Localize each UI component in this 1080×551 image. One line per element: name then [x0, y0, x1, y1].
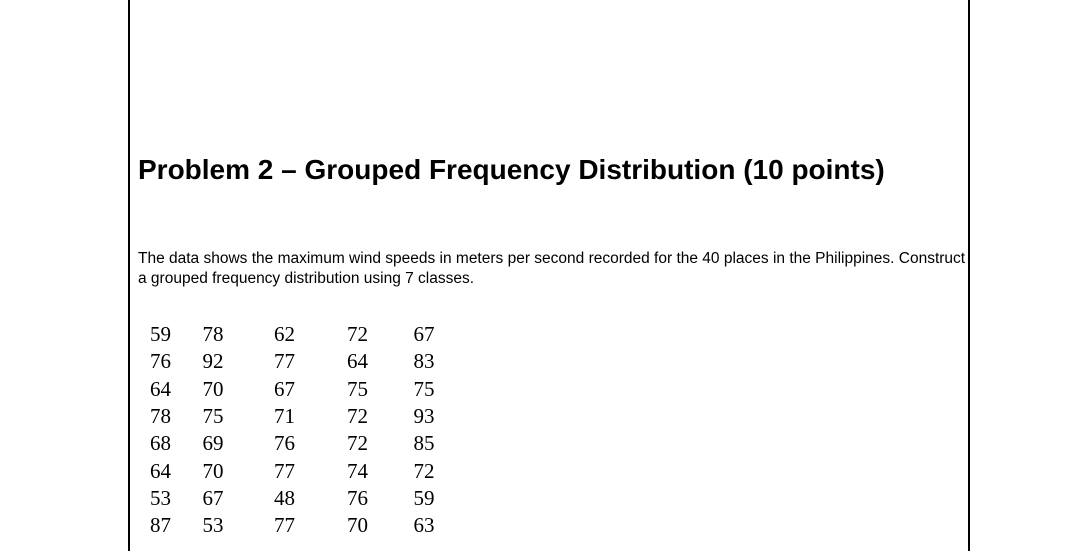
data-cell: 74: [347, 458, 368, 483]
data-cell: 78: [202, 322, 224, 347]
table-row: [138, 512, 459, 539]
data-cell: 53: [150, 485, 171, 510]
data-cell: 72: [347, 431, 368, 456]
data-cell: 68: [150, 431, 171, 456]
data-cell: 75: [202, 404, 224, 429]
data-cell: 76: [150, 349, 171, 374]
data-cell: 59: [150, 322, 171, 347]
data-cell: 70: [202, 458, 224, 483]
data-cell: 87: [150, 513, 171, 538]
data-cell: 72: [347, 322, 368, 347]
data-cell: 64: [150, 376, 171, 401]
data-cell: 64: [150, 458, 171, 483]
data-cell: 76: [274, 431, 295, 456]
data-cell: 67: [202, 485, 224, 510]
table-row: [138, 457, 459, 484]
data-cell: 53: [202, 513, 224, 538]
table-row: [138, 485, 459, 512]
table-row: [138, 348, 459, 375]
data-cell: 77: [274, 513, 295, 538]
data-cell: 75: [413, 376, 435, 401]
data-cell: 69: [202, 431, 224, 456]
data-cell: 64: [347, 349, 368, 374]
data-cell: 77: [274, 349, 295, 374]
data-cell: 63: [413, 513, 435, 538]
document-page: [128, 0, 970, 551]
data-cell: 70: [202, 376, 224, 401]
wind-speed-data-table: [138, 321, 459, 539]
problem-title: Problem 2 – Grouped Frequency Distribution (10 points): [138, 154, 885, 185]
data-cell: 59: [413, 485, 435, 510]
data-cell: 67: [274, 376, 295, 401]
table-row: [138, 430, 459, 457]
data-cell: 71: [274, 404, 295, 429]
data-cell: 83: [413, 349, 435, 374]
data-cell: 48: [274, 485, 295, 510]
data-cell: 67: [413, 322, 435, 347]
data-cell: 62: [274, 322, 295, 347]
data-cell: 75: [347, 376, 368, 401]
data-cell: 70: [347, 513, 368, 538]
table-row: [138, 376, 459, 403]
data-cell: 76: [347, 485, 368, 510]
data-table-body: [138, 321, 459, 539]
table-row: [138, 321, 459, 348]
table-row: [138, 403, 459, 430]
problem-description: The data shows the maximum wind speeds in meters per second recorded for the 40 places in the Philippines. Construct a grouped frequency distribution using 7 classes.: [138, 250, 966, 287]
data-cell: 72: [347, 404, 368, 429]
data-cell: 93: [413, 404, 435, 429]
data-cell: 77: [274, 458, 295, 483]
data-cell: 72: [413, 458, 435, 483]
data-cell: 92: [202, 349, 224, 374]
data-cell: 78: [150, 404, 171, 429]
data-cell: 85: [413, 431, 435, 456]
